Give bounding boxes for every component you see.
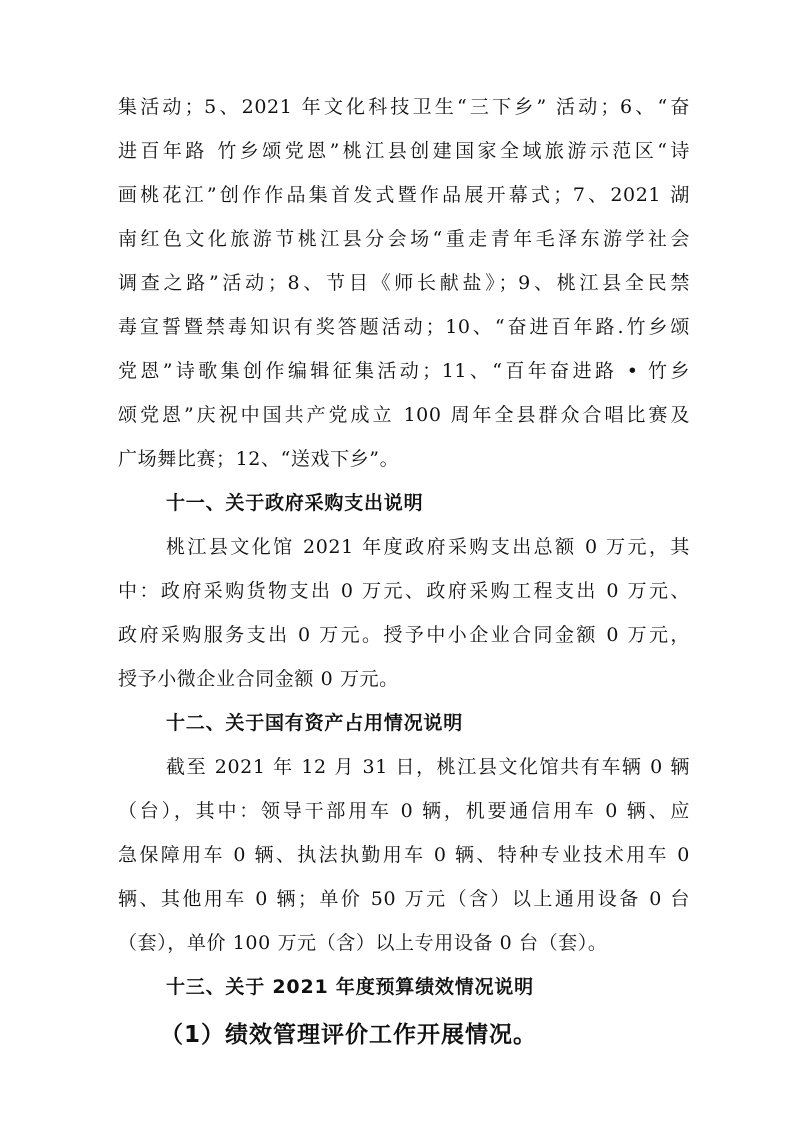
body-text-line: 毒宣誓暨禁毒知识有奖答题活动；10、“奋进百年路.竹乡颂	[118, 316, 690, 338]
body-text-line: 党恩”诗歌集创作编辑征集活动；11、“百年奋进路 • 竹乡	[118, 360, 690, 382]
body-text-line: 画桃花江”创作作品集首发式暨作品展开幕式；7、2021 湖	[118, 184, 690, 206]
section-heading-state-assets: 十二、关于国有资产占用情况说明	[166, 712, 464, 734]
body-text-line: 授予小微企业合同金额 0 万元。	[118, 668, 399, 690]
section-heading-budget-performance: 十三、关于 2021 年度预算绩效情况说明	[166, 976, 534, 998]
body-text-line: 辆、其他用车 0 辆；单价 50 万元（含）以上通用设备 0 台	[118, 888, 690, 910]
body-text-line: 截至 2021 年 12 月 31 日，桃江县文化馆共有车辆 0 辆	[166, 756, 690, 778]
body-text-line: （套），单价 100 万元（含）以上专用设备 0 台（套）。	[118, 932, 608, 954]
section-heading-government-procurement: 十一、关于政府采购支出说明	[166, 492, 424, 514]
body-text-line: 颂党恩”庆祝中国共产党成立 100 周年全县群众合唱比赛及	[118, 404, 690, 426]
body-text-line: 中：政府采购货物支出 0 万元、政府采购工程支出 0 万元、	[118, 580, 690, 602]
body-text-line: 南红色文化旅游节桃江县分会场“重走青年毛泽东游学社会	[118, 228, 690, 250]
body-text-line: 政府采购服务支出 0 万元。授予中小企业合同金额 0 万元，	[118, 624, 690, 646]
body-text-line: 广场舞比赛；12、“送戏下乡”。	[118, 448, 400, 470]
body-text-line: 调查之路”活动；8、节目《师长献盐》；9、桃江县全民禁	[118, 272, 690, 294]
body-text-line: 集活动；5、2021 年文化科技卫生“三下乡” 活动；6、“奋	[118, 96, 690, 118]
body-text-line: 进百年路 竹乡颂党恩”桃江县创建国家全域旅游示范区“诗	[118, 140, 690, 162]
body-text-line: 桃江县文化馆 2021 年度政府采购支出总额 0 万元，其	[166, 536, 690, 558]
subheading-performance-evaluation: （1）绩效管理评价工作开展情况。	[160, 1022, 538, 1048]
body-text-line: 急保障用车 0 辆、执法执勤用车 0 辆、特种专业技术用车 0	[118, 844, 690, 866]
body-text-line: （台），其中：领导干部用车 0 辆，机要通信用车 0 辆、应	[118, 800, 690, 822]
